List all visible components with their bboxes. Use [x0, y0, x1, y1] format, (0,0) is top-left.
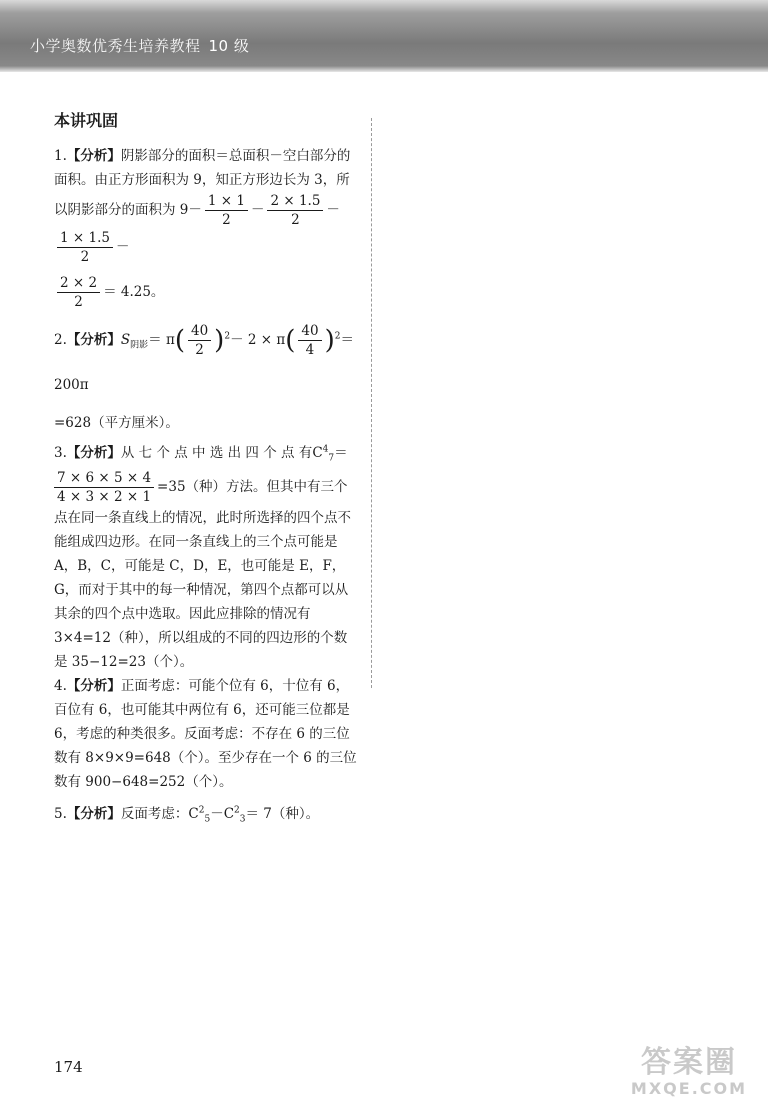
analysis-tag: 【分析】: [66, 444, 121, 461]
area-subscript: 阴影: [130, 340, 149, 351]
combination-sup: 2: [234, 805, 240, 815]
numerator: 40: [188, 322, 211, 341]
answer-item-4: [54, 674, 360, 794]
fraction: [54, 469, 154, 506]
answer-column: [54, 108, 360, 826]
item-text: 从 七 个 点 中 选 出 四 个 点 有: [120, 444, 313, 461]
numerator: 7 × 6 × 5 × 4: [54, 469, 154, 488]
fraction: [188, 322, 211, 359]
item-number: 2.: [54, 332, 67, 348]
math-line: [54, 318, 360, 407]
denominator: 2: [291, 212, 300, 228]
combination-sub: 7: [328, 453, 335, 464]
denominator: 4: [305, 342, 315, 358]
middle-term: － 2 × π: [230, 332, 286, 348]
item-number: 3.: [54, 444, 67, 461]
item-number: 1.: [54, 148, 67, 164]
equals-result: ＝ 200π: [54, 332, 354, 393]
left-paren: (: [174, 325, 185, 356]
right-paren: ): [214, 325, 225, 356]
fraction: [57, 274, 100, 311]
combination-sub: 5: [204, 814, 211, 825]
denominator: 2: [195, 342, 204, 358]
numerator: 1 × 1: [205, 192, 248, 211]
fraction: [298, 322, 321, 359]
exponent: 2: [224, 331, 231, 342]
watermark-en: MXQE.COM: [630, 1079, 748, 1098]
exponent: 2: [334, 331, 341, 342]
book-level: 10 级: [208, 37, 250, 55]
minus-sign: －: [250, 202, 265, 218]
equals-pi: ＝ π: [148, 332, 175, 348]
result-text: ＝ 4.25。: [103, 284, 165, 300]
fraction: [267, 192, 323, 229]
item-text: 正面考虑：可能个位有 6，十位有 6，百位有 6，也可能其中两位有 6，还可能三位都是 6，考虑的种类很多。反面考虑：不存在 6 的三位数有 8×9×9=648（个）。至少存在一个 6 的三位数有 900−648=252（个）。: [54, 677, 357, 790]
equals-sign: ＝: [334, 444, 348, 461]
numerator: 2 × 2: [57, 274, 100, 293]
column-divider: [371, 118, 372, 688]
numerator: 1 × 1.5: [57, 229, 113, 248]
minus-sign: －: [210, 805, 224, 822]
denominator: 2: [74, 294, 83, 310]
answer-item-3: [54, 441, 360, 674]
fraction: [205, 192, 248, 229]
watermark-cn: 答案圈: [641, 1045, 737, 1080]
running-header: [30, 34, 249, 58]
header-band: [0, 0, 768, 72]
denominator: 4 × 3 × 2 × 1: [57, 488, 152, 505]
result-text: ＝ 7（种）。: [245, 805, 320, 822]
answer-item-5: [54, 802, 360, 826]
item-number: 5.: [54, 805, 67, 822]
combination-sup: 4: [322, 444, 329, 454]
item-text: 阴影部分的面积＝总面积－空白部分的面积。由正方形面积为 9，知正方形边长为 3，所以阴影部分的面积为 9－: [54, 148, 351, 218]
right-paren: ): [324, 325, 335, 356]
analysis-tag: 【分析】: [66, 805, 121, 822]
denominator: 2: [222, 212, 231, 228]
answer-item-1: [54, 144, 360, 314]
combination-sub: 3: [239, 814, 246, 825]
minus-sign: －: [326, 202, 340, 218]
answer-item-2: [54, 318, 360, 435]
math-line: [54, 270, 360, 314]
item-number: 4.: [54, 677, 67, 694]
minus-sign: －: [115, 239, 130, 255]
analysis-tag: 【分析】: [66, 148, 121, 164]
combination-symbol: C: [188, 805, 199, 822]
book-series-title: 小学奥数优秀生培养教程: [30, 37, 201, 55]
numerator: 40: [298, 322, 321, 341]
fraction: [57, 229, 113, 266]
denominator: 2: [80, 249, 90, 265]
item-text: =35（种）方法。但其中有三个点在同一条直线上的情况，此时所选择的四个点不能组成四边形。在同一条直线上的三个点可能是 A，B，C，可能是 C，D，E，也可能是 E，F，G，而对于其中的每一种情况，第四个点都可以从其余的四个点中选取。因此应排除的情况有 3×4=12（种），所以组成的不同的四边形的个数是 35−12=23（个）。: [54, 478, 351, 670]
analysis-tag: 【分析】: [66, 677, 121, 694]
combination-symbol: C: [223, 805, 235, 822]
area-symbol: S: [120, 332, 131, 348]
site-watermark: [624, 1046, 754, 1102]
combination-symbol: C: [312, 444, 323, 461]
item-text: =628（平方厘米）。: [54, 414, 179, 431]
page-number: 174: [54, 1058, 83, 1076]
section-title: 本讲巩固: [54, 111, 119, 130]
math-line: [54, 469, 360, 674]
item-text: 反面考虑：: [120, 805, 189, 822]
numerator: 2 × 1.5: [267, 192, 323, 211]
analysis-tag: 【分析】: [66, 332, 121, 348]
combination-sup: 2: [198, 805, 205, 815]
left-paren: (: [285, 325, 296, 356]
